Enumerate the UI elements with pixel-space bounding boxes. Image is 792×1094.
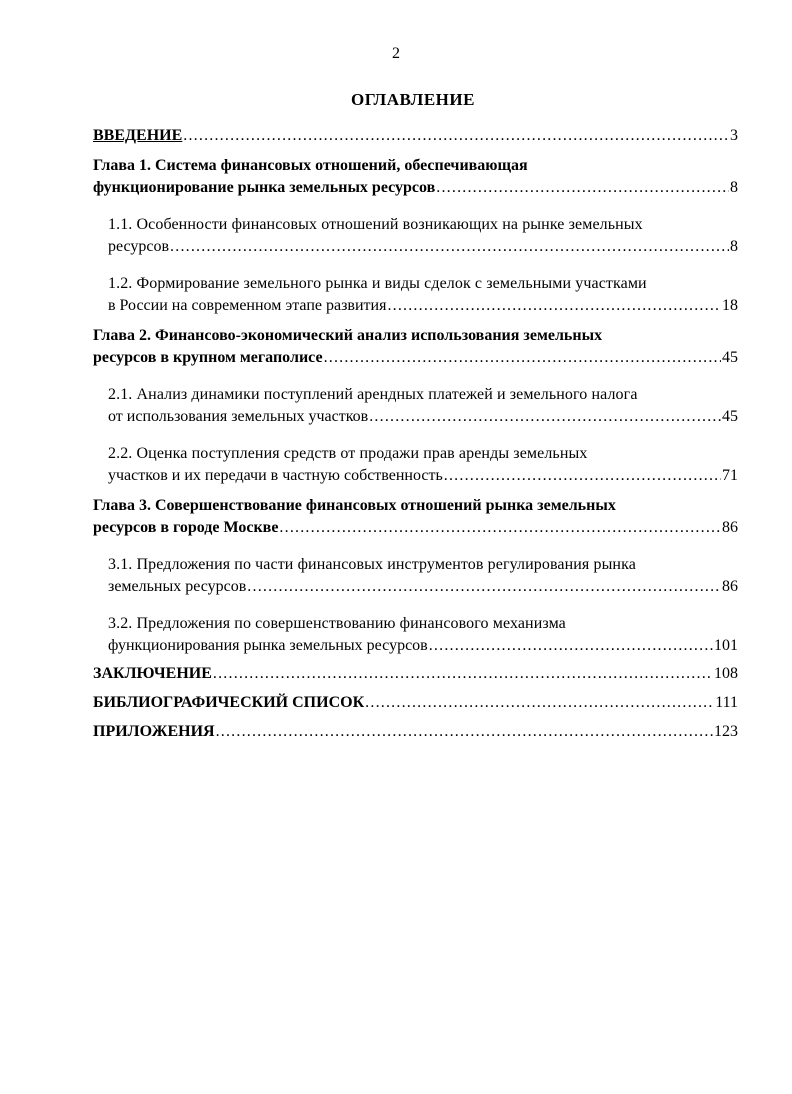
toc-entry-title: 3.2. Предложения по совершенствованию финансового механизма [108, 615, 566, 632]
toc-entry-title-continued: ресурсов в крупном мегаполисе [93, 349, 323, 366]
toc-entry-title: БИБЛИОГРАФИЧЕСКИЙ СПИСОК [93, 694, 365, 711]
toc-page-number: 8 [730, 238, 738, 255]
toc-entry-title: ВВЕДЕНИЕ [93, 127, 183, 144]
table-of-contents [93, 125, 738, 743]
toc-entry-chapter-2[interactable] [93, 325, 738, 369]
toc-entry-title: 1.2. Формирование земельного рынка и виды сделок с земельными участками [108, 275, 647, 292]
toc-entry-title: 1.1. Особенности финансовых отношений возникающих на рынке земельных [108, 216, 643, 233]
toc-page-number: 111 [715, 694, 738, 711]
dot-leader [369, 406, 721, 428]
toc-entry-title-continued: функционирования рынка земельных ресурсов [108, 637, 428, 654]
toc-entry-title-continued: ресурсов [108, 238, 170, 255]
toc-entry-title-continued: от использования земельных участков [108, 408, 369, 425]
toc-entry-section-1-1[interactable] [93, 214, 738, 258]
page-number: 2 [392, 45, 400, 62]
toc-page-number: 45 [722, 349, 738, 366]
toc-entry-section-2-2[interactable] [93, 443, 738, 487]
dot-leader [170, 236, 729, 258]
toc-page-number: 3 [730, 127, 738, 144]
toc-entry-conclusion[interactable] [93, 663, 738, 685]
dot-leader [429, 635, 713, 657]
toc-entry-introduction[interactable] [93, 125, 738, 147]
dot-leader [183, 125, 729, 147]
toc-page-number: 86 [722, 578, 738, 595]
dot-leader [365, 692, 714, 714]
toc-page-number: 8 [730, 179, 738, 196]
dot-leader [213, 663, 713, 685]
toc-entry-section-3-1[interactable] [93, 554, 738, 598]
toc-entry-title: Глава 1. Система финансовых отношений, обеспечивающая [93, 157, 528, 174]
toc-page-number: 108 [714, 665, 738, 682]
toc-entry-title: ПРИЛОЖЕНИЯ [93, 723, 215, 740]
toc-entry-section-2-1[interactable] [93, 384, 738, 428]
toc-entry-title-continued: функционирование рынка земельных ресурсов [93, 179, 436, 196]
dot-leader [279, 517, 721, 539]
toc-entry-title-continued: земельных ресурсов [108, 578, 247, 595]
toc-entry-section-1-2[interactable] [93, 273, 738, 317]
toc-entry-chapter-3[interactable] [93, 495, 738, 539]
toc-entry-title: Глава 2. Финансово-экономический анализ использования земельных [93, 327, 603, 344]
toc-page-number: 45 [722, 408, 738, 425]
toc-entry-title: Глава 3. Совершенствование финансовых отношений рынка земельных [93, 497, 616, 514]
toc-entry-title: ЗАКЛЮЧЕНИЕ [93, 665, 212, 682]
toc-entry-title-continued: в России на современном этапе развития [108, 297, 387, 314]
toc-entry-title: 3.1. Предложения по части финансовых инструментов регулирования рынка [108, 556, 636, 573]
toc-entry-title: 2.2. Оценка поступления средств от продажи прав аренды земельных [108, 445, 588, 462]
toc-entry-title: 2.1. Анализ динамики поступлений арендных платежей и земельного налога [108, 386, 638, 403]
dot-leader [387, 295, 721, 317]
toc-page-number: 101 [714, 637, 738, 654]
toc-page-number: 18 [722, 297, 738, 314]
dot-leader [216, 721, 713, 743]
toc-page-number: 86 [722, 519, 738, 536]
toc-page-number: 71 [722, 467, 738, 484]
toc-entry-bibliography[interactable] [93, 692, 738, 714]
toc-entry-chapter-1[interactable] [93, 155, 738, 199]
toc-entry-title-continued: ресурсов в городе Москве [93, 519, 279, 536]
toc-entry-appendices[interactable] [93, 721, 738, 743]
dot-leader [444, 465, 721, 487]
toc-page-number: 123 [714, 723, 738, 740]
toc-title: ОГЛАВЛЕНИЕ [351, 90, 475, 109]
toc-entry-section-3-2[interactable] [93, 613, 738, 657]
dot-leader [436, 177, 729, 199]
dot-leader [324, 347, 721, 369]
dot-leader [247, 576, 721, 598]
toc-entry-title-continued: участков и их передачи в частную собственность [108, 467, 443, 484]
